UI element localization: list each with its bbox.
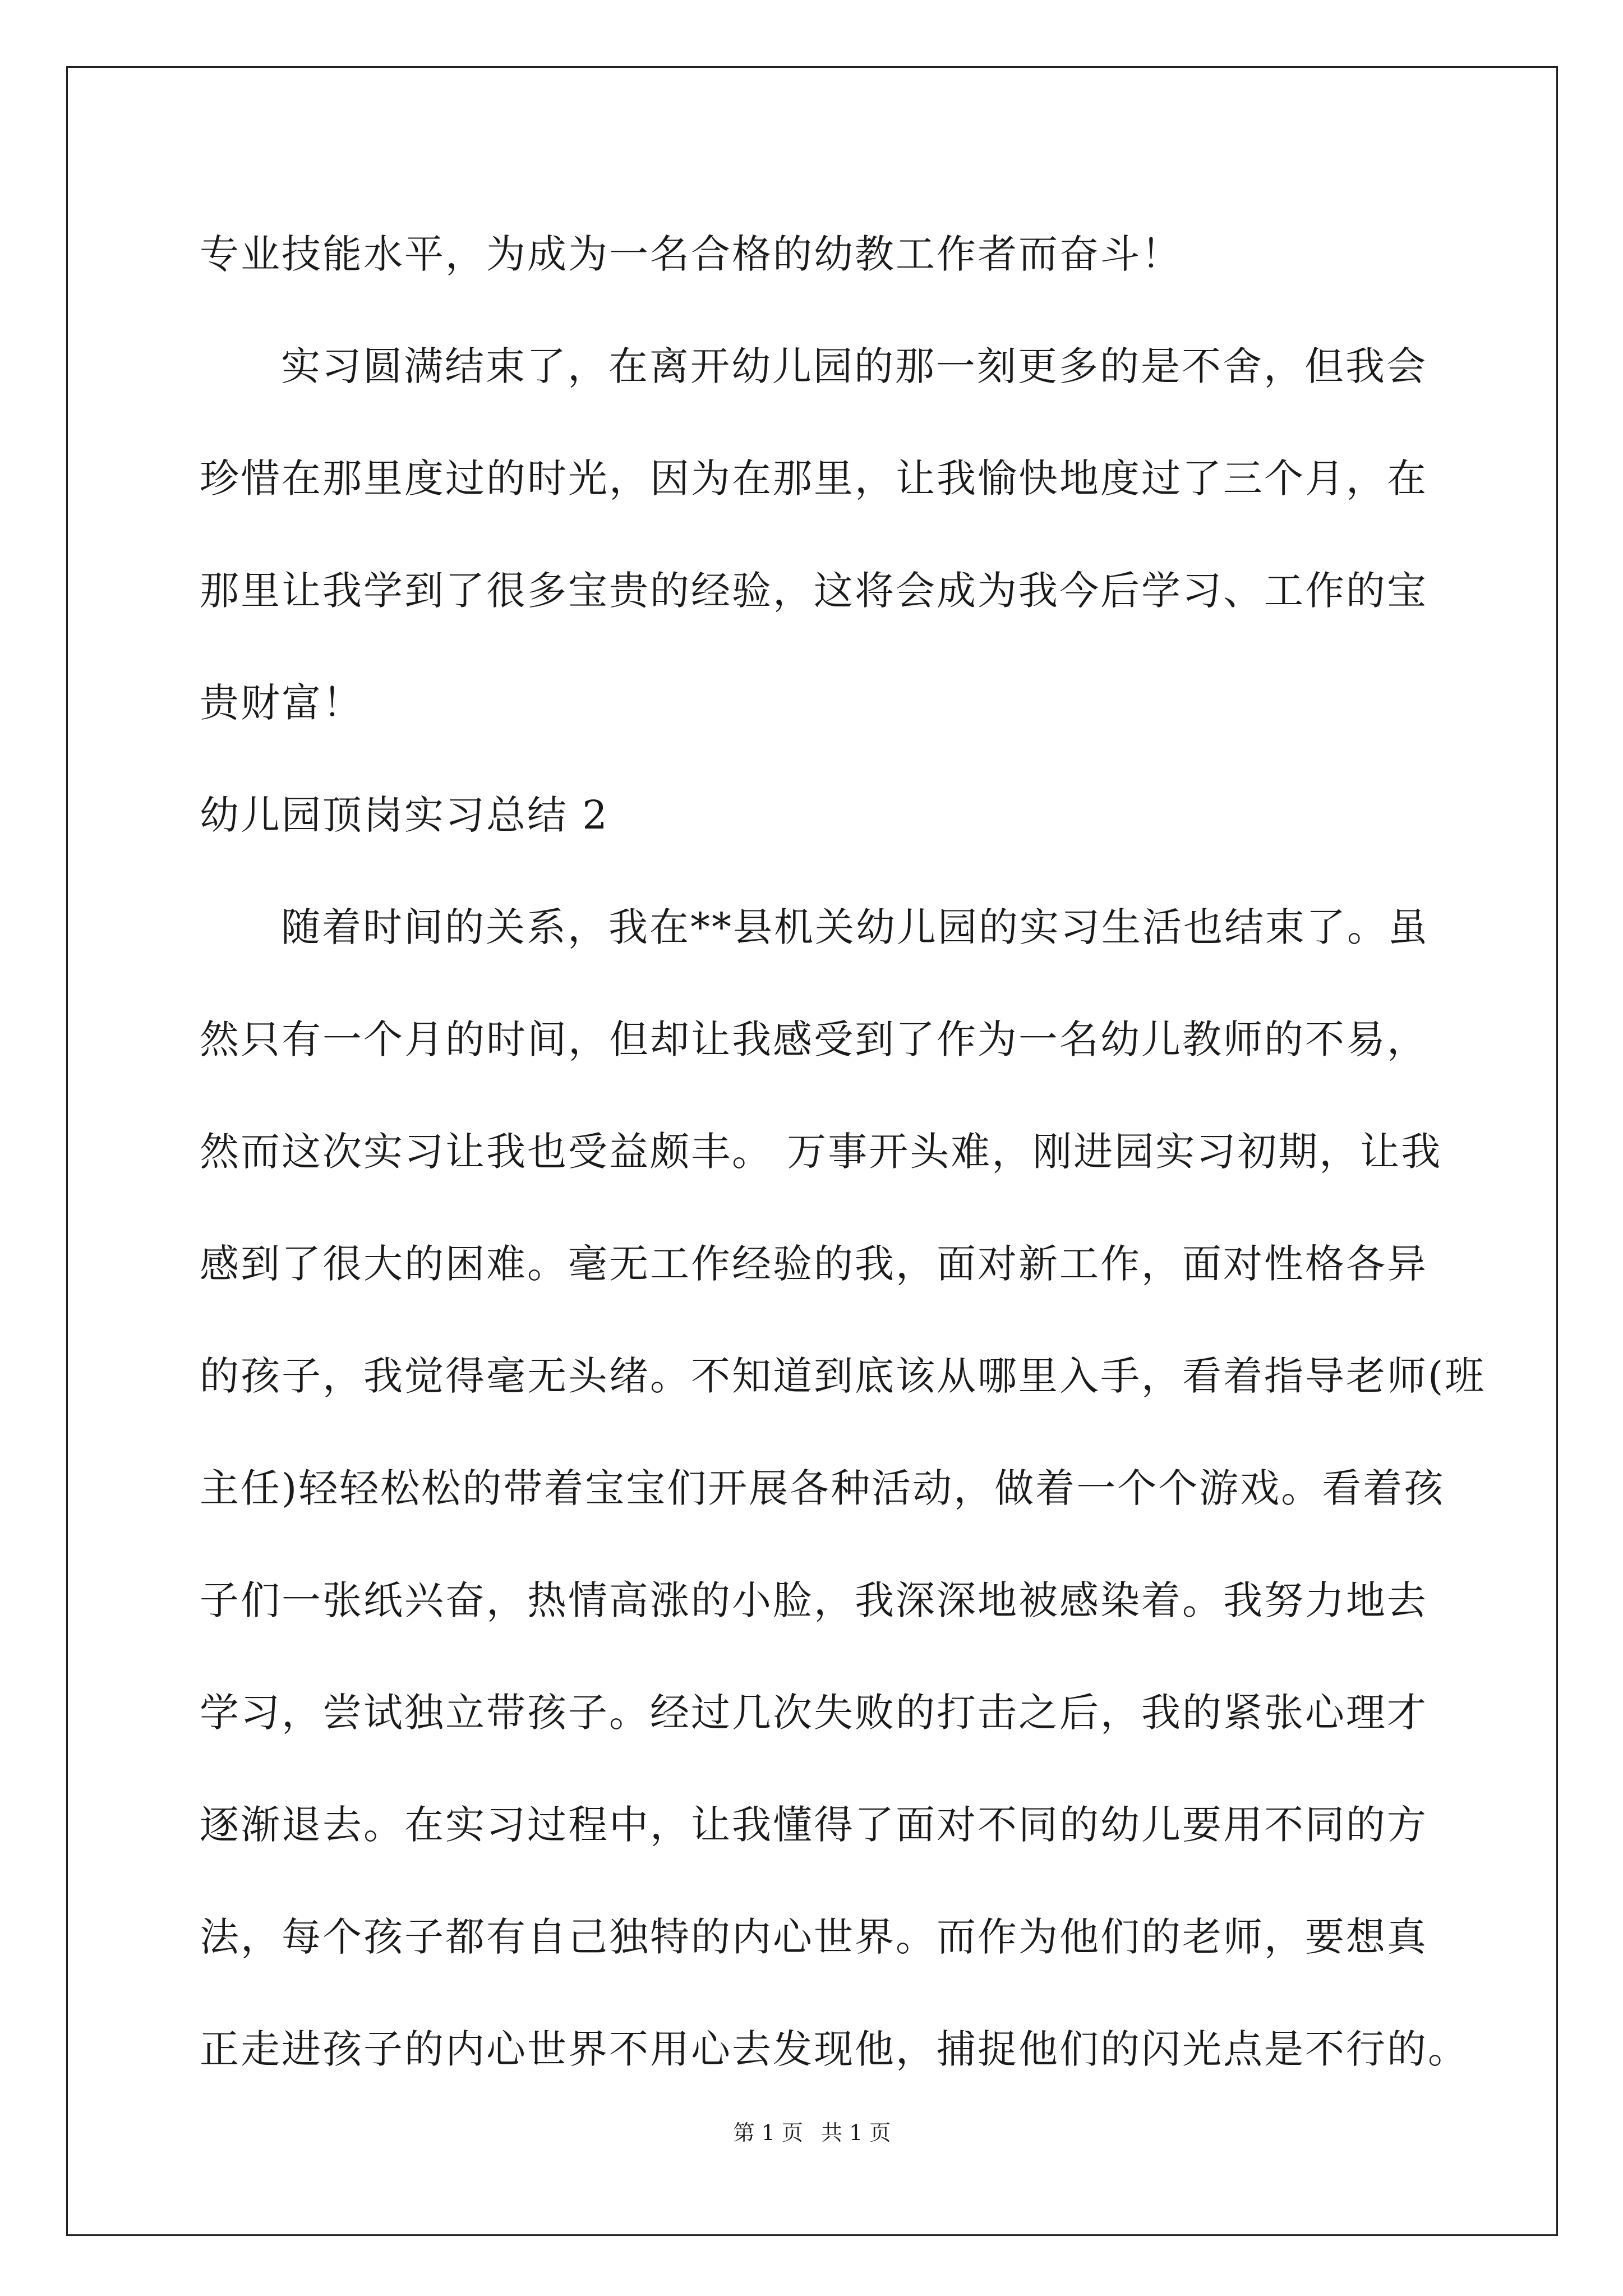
text-line: 正走进孩子的内心世界不用心去发现他，捕捉他们的闪光点是不行的。 — [200, 2026, 1469, 2072]
text-line: 逐渐退去。在实习过程中，让我懂得了面对不同的幼儿要用不同的方 — [200, 1802, 1428, 1848]
page-total: 共 1 页 — [821, 2120, 891, 2145]
text-line: 实习圆满结束了，在离开幼儿园的那一刻更多的是不舍，但我会 — [281, 343, 1427, 389]
section-heading: 幼儿园顶岗实习总结 2 — [200, 792, 609, 838]
text-line: 贵财富！ — [200, 680, 363, 726]
text-line: 那里让我学到了很多宝贵的经验，这将会成为我今后学习、工作的宝 — [200, 568, 1428, 614]
text-line: 主任)轻轻松松的带着宝宝们开展各种活动，做着一个个游戏。看着孩 — [200, 1465, 1445, 1511]
page-number: 第 1 页 — [733, 2120, 803, 2145]
text-line: 专业技能水平，为成为一名合格的幼教工作者而奋斗！ — [200, 231, 1182, 277]
document-page — [66, 66, 1558, 2236]
text-line: 随着时间的关系，我在**县机关幼儿园的实习生活也结束了。虽 — [281, 904, 1429, 950]
page-footer — [68, 2115, 1556, 2146]
text-line: 然而这次实习让我也受益颇丰。 万事开头难，刚进园实习初期，让我 — [200, 1129, 1442, 1175]
text-line: 法，每个孩子都有自己独特的内心世界。而作为他们的老师，要想真 — [200, 1914, 1428, 1960]
text-line: 珍惜在那里度过的时光，因为在那里，让我愉快地度过了三个月，在 — [200, 455, 1428, 501]
text-line: 子们一张纸兴奋，热情高涨的小脸，我深深地被感染着。我努力地去 — [200, 1577, 1428, 1623]
text-line: 然只有一个月的时间，但却让我感受到了作为一名幼儿教师的不易， — [200, 1016, 1428, 1062]
text-line: 感到了很大的困难。毫无工作经验的我，面对新工作，面对性格各异 — [200, 1241, 1428, 1287]
text-line: 学习，尝试独立带孩子。经过几次失败的打击之后，我的紧张心理才 — [200, 1690, 1428, 1736]
text-line: 的孩子，我觉得毫无头绪。不知道到底该从哪里入手，看着指导老师(班 — [200, 1353, 1486, 1399]
